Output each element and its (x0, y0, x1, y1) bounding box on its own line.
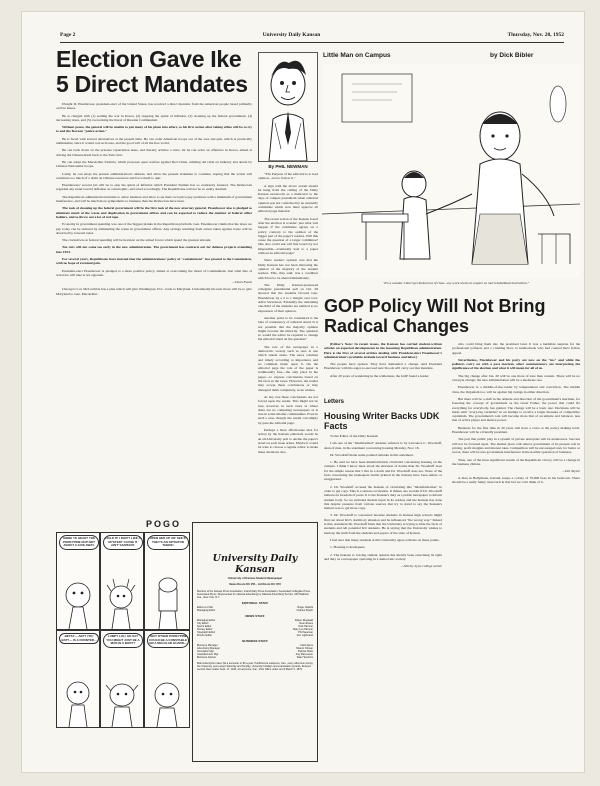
cartoon-caption: "It's a wonder I don't get kicked out of class—my work seems to require so much individual instruction." (382, 281, 530, 285)
speech-bubble: HIBBE YE HEAR? THE PORKYPINE NUP NOT ABOUT A GIVE AWAY. (59, 535, 99, 550)
staff-name: Charles Roach (296, 608, 313, 612)
pogo-character-drawing (57, 631, 99, 727)
staff-name: Mary Lou Harmon (292, 627, 313, 631)
page-number: Page 2 (60, 32, 76, 38)
main-paragraph: Without peace, the general will be unable to put many of his plans into effect, so his first action after taking office will be to try to end the Korean "police action." (56, 125, 252, 134)
pogo-panel-1 (56, 532, 100, 630)
gop-paragraph: The big change after Jan. 20 will be one more of tone than content. There will be no old-style change: the new administration will be a moderate one. (452, 373, 580, 383)
caricature-drawing (259, 53, 317, 161)
news-staff-heading: NEWS STAFF (245, 613, 265, 618)
letter-paragraph: To the Editor of the Daily Kansan: (330, 434, 379, 438)
main-paragraph: For several years, Republicans have insisted that the administrations' policy of "containment" lost ground to the Communists, with no hope of eventual gain. (56, 257, 252, 266)
staff-title: City Editor (197, 621, 209, 625)
staff-title: Sports Editor (197, 624, 212, 628)
gop-paragraph: who could bring them into the promised land. It was a landslide surprise for the professional pollsters and a crushing blow to intellectuals who had courted Ike's fellow appeal. (452, 342, 580, 355)
cartoon-strip-label: Little Man on Campus (323, 52, 391, 59)
staff-name: Kay Marcusson (295, 652, 313, 656)
staff-title: Circulation Mgr. (197, 649, 215, 653)
pogo-title: POGO (146, 519, 182, 529)
cartoon-drawing (322, 64, 580, 278)
staff-title: Society Editor (197, 627, 213, 631)
letter-paragraph: 2. Dr. Woodruff accused the Kansan of circulating this "misinformation" in order to get copy. This is a serious accusation. It makes one wonder if Dr. Woodruff believes in freedom of press. It is the Kansan's duty as a public newspaper to inform student body. So we included student input in its readers and the Kansan has done this despite pressure from various sources that try to stand to say the Kansan's matters was to get more copy. (324, 484, 442, 511)
business-staff-heading: BUSINESS STAFF (242, 638, 268, 643)
masthead-tagline: University of Kansas Student Newspaper (227, 576, 283, 580)
letter-paragraph: I feel sure that many students at this University agree with me on these points. (330, 537, 440, 542)
staff-name: Dale Heinrichs (296, 655, 313, 659)
main-paragraph: He can back down on the prisoner repatriation issue, and thereby achieve a truce. Or he can order an offensive in Korea, aimed at driving the Chinese Reds back to the Yalu river. (56, 148, 252, 157)
staff-row (197, 609, 313, 612)
speech-bubble: OPEN HER UP AN' SEE IF THEY'S AN OP'RATOR THERE! (147, 535, 189, 550)
column-byline: By PHIL NEWMAN (268, 164, 308, 169)
letters-section-label: Letters (324, 399, 345, 405)
main-paragraph: Dwight D. Eisenhower, president-elect of the United States, has received a direct mandate from the American people based primarily on five issues. (56, 102, 252, 111)
staff-row (197, 656, 313, 659)
masthead-members: Member of the Kansas Press Association, Inland Daily Press Association, Associated Collegiate Press, Associated Press. Represented for national advertising by National Advertising Service, 420 Madison Ave., New York, N.Y. (197, 589, 311, 599)
main-paragraph: Tax cuts will not come too early in the new administration. The government has contracts out for defense projects extending into 1954. (56, 245, 252, 254)
letters-body (324, 434, 442, 768)
paper-name: University Daily Kansan (262, 32, 321, 38)
gop-paragraph: Nevertheless, Eisenhower and his party are now on the "ins" and while the pollsters carry on with a post mortem, other commentators are interpreting the significance of the election and what it will mean for all of us. (452, 357, 580, 371)
gop-paragraph: The part that public play in a system of private enterprise will be understood. Success will not be frowned upon. The market place will relieve government of its present role in pricing, profit margins and interest rates. Competition will be encouraged and, for better or worse, there will be less government interference in the normal operation of business. (452, 437, 580, 455)
main-paragraph: Economy in government spending was one of the biggest planks in the Republican platform. Gen. Eisenhower claims that the taxes we pay today can be reduced by eliminating the waste in government offices. Any savings resulting from action taken against waste will be absorbed by lowered taxes. (56, 222, 252, 235)
column-paragraph: A sign with the above axiom should be hung from the ceiling of the Daily Kansan newsroom as a memorial to the days of campus journalism when editorial opinion was not controlled by an unwieldy committee which now must approve all editorial page material. (258, 183, 318, 214)
main-paragraph: He is faced with several alternatives at the present time. He can order American troops out of the area and quit, which is practically unthinkable, since it would cost us Korea, and the good will of all the free world. (56, 136, 252, 146)
staff-row (197, 634, 313, 637)
subscription-note: Mail subscription rates: $2 a semester or $3 a year. Published at Lawrence, Kan., every afternoon during the University year except Saturday and Sunday, University holidays and examination periods. Entered second class matter Sept. 17, 1910, at Lawrence, Kan., Post Office under act of March 3, 1879. (197, 661, 313, 671)
main-paragraph: Lastly, he can adopt the present administration's attitude, and allow the present stalemate to continue, hoping that the action will constitute too much of a drain on Chinese resources and force them to quit. (56, 171, 252, 180)
main-paragraph: The crackdown on federal spending will be heaviest on the armed forces which spend the greatest amount. (62, 238, 212, 243)
masthead-phones: News Room KU 251 · Ad Room KU 373 (229, 582, 281, 587)
staff-name: Sharon Ottman (296, 646, 313, 650)
staff-name: Dick Harmon (298, 624, 313, 628)
main-paragraph: He is charged with (1) settling the war in Korea, (2) stopping the spiral of inflation, (3) cleaning up the federal government, (4) decreasing taxes, and (5) overcoming the threat of Russian Communism. (56, 113, 252, 122)
issue-date: Thursday, Nov. 20, 1952 (507, 32, 564, 38)
letters-headline: Housing Writer Backs UDK Facts (324, 411, 440, 431)
staff-name: Patricia Shaw (297, 649, 313, 653)
staff-title: Business Adviser (197, 655, 217, 659)
gop-paragraph: Eisenhower is a middle-of-the-roader by temperament and conviction. The middle class, the Organism too, will be against big swings in either direction. (452, 385, 580, 394)
main-paragraph: The task of cleaning up the federal government will be the first task of the new attorney general. Eisenhower also is pledged to eliminate much of the waste and duplication in government offices and can be expected to reduce the number of federal office holders, and to throw out a lot of red tape. (56, 206, 252, 219)
gop-paragraph: But there will be a shift in the attitude and direction of the government's machine, for fostering the concept of government as the Great Father, the power that could fix everything for everybody, has guided. The change will be a basic one: Decisions will be made with "every-big variables" in an attempt to receive a larger measure of competitive capitalism. The government's role will become more that of an umpire and balancer, less that of active player and motive power. (452, 396, 580, 423)
gop-article-col2 (452, 342, 580, 767)
gop-signature: —Del Taylor (561, 469, 580, 474)
main-paragraph: President-elect Eisenhower is pledged to a more positive policy, aimed at overcoming the threat of Communism. Just what line of action he will take is not apparent. (56, 268, 252, 277)
column-paragraph: The Daily Kansan-sponsored collegiate presidential poll on Oct. 28 showed that the students favored Gen. Eisenhower by a 2 to 1 margin over Gov. Adlai Stevenson. Evidently the remaining one-third of the students are entitled to no expression of their opinion. (258, 282, 318, 313)
column-paragraph: Another point to be considered is the idea of consistency of editorial stand. Is it not possible that the majority opinion might become the minority. The question is, would the editor be required to change his editorial stand on the question? (258, 315, 318, 342)
speech-bubble: HOLD IT! I DON'T LIKE A MYSTERY CAUSE IT AIN'T SANITARY. (103, 535, 143, 550)
gop-paragraph: Thus, one of the most significant results of the Republican victory will be a change in the business climate. (452, 457, 580, 466)
speech-bubble: THAT OTHER PORKYPINE COULD BE A CONSTABLE OR A REGULAR GUARD— (147, 633, 189, 648)
column-paragraph: "The Purpose of the editorial is to lead opinion—not to follow it." (258, 172, 318, 181)
main-headline: Election Gave Ike 5 Direct Mandates (56, 46, 248, 97)
staff-title: Picture Editor (197, 633, 213, 637)
gop-paragraph: (Editor's Note: In recent issues, the Kansan has carried student-written articles on expected developments in the incoming Republican administration. Here is the first of several articles dealing with President-elect Eisenhower's administration's probable attitude toward business and labor.) (324, 342, 442, 359)
letter-paragraph: I am one of the "misinformed" students referred to by Lawrence C. Woodruff, dean of men, in his statement concerning housing Monday, Nov. 18. (324, 441, 442, 450)
staff-title: Managing Editor (197, 618, 216, 622)
staff-name: Phil Newman (298, 630, 313, 634)
pogo-panel-3 (144, 532, 190, 630)
phil-newman-column (258, 162, 318, 517)
staff-name: Roger Vankirk (297, 605, 313, 609)
main-signature: —Dean Evans (231, 280, 252, 285)
staff-name: Clark Akers (300, 643, 313, 647)
gop-paragraph: The people have spoken. They have demanded a change. And President Eisenhower with his eager-to-succeed new bloods will carry out that mandate. (324, 362, 442, 371)
gop-paragraph: Business for the first time in 20 years will have a voice at the policy making level. Eisenhower will be a friendly president. (452, 425, 580, 435)
staff-name: Dean Evans (299, 621, 313, 625)
staff-name: Eileen Ringwald (295, 618, 313, 622)
editorial-staff-heading: EDITORIAL STAFF (241, 600, 269, 605)
page-header (60, 32, 564, 43)
main-paragraph: The Republican administration intends to allow business and labor to set their own price-pay positions with a minimum of government interference, and will be much more sympathetic to business than the Democrats have been. (56, 194, 252, 204)
main-paragraph: He can adopt the MacArthur formula, which proposes open warfare against Red China, utilizing aid raids on industry and attack by Chinese Nationalist troops. (56, 159, 252, 169)
phil-newman-caricature (258, 52, 318, 162)
letter-paragraph: 2. The Kansan is voicing student opinion has merely been exercising its right and duty as a newspaper operating in a democratic society. (324, 552, 442, 561)
main-paragraph: Chicago's Col. McCormick has a plan which will give Washington, D.C., back to Maryland. Undoubtedly his next move will be to give Maryland to Gen. MacArthur. (56, 287, 252, 296)
column-paragraph: Perhaps a more affectionate idea for action by the Kansan editorials would be an all-University poll to decide the paper's stand on each issue arises. Maybe it would be wise to choose a regular editor to make these decisions also. (258, 428, 318, 454)
pogo-panel-6 (144, 630, 190, 728)
speech-bubble: LUMPY LOU, HE SAY YOU MIGHT JUST BE A MAN IN A BODY? (103, 633, 143, 648)
cartoon-artist-label: by Dick Bibler (490, 52, 534, 59)
staff-title: Classified Adv. Mgr. (197, 652, 219, 656)
staff-name: Ken Lighbrand (296, 633, 313, 637)
masthead-logo: University Daily Kansan (212, 553, 298, 575)
gop-article-col1 (324, 342, 442, 398)
pogo-panel-5 (100, 630, 144, 728)
letter-paragraph: 1. He said we have been misinformation circulated concerning housing on the campus. I think I know most about the situation of dorms than Dr. Woodruff does for the simple reason that I live in a dorm and Dr. Woodruff does not. None of the facts concerning the inadequate dorms printed in the Kansan have been untrue or exaggerated. (324, 460, 442, 482)
column-paragraph: The recent action of the Kansan board after the election is wonder: just what will happen if the committee agrees on a policy contrary to the opinion of the bigger part of the paper's readers. Will this cause the question of a larger committee? One also could ask will this board try not impossible—eventually lead to a paper without an editorial page? (258, 216, 318, 256)
newspaper-page (22, 12, 584, 772)
gop-paragraph: After 20 years of wandering in the wilderness, the GOP found a leader (330, 373, 429, 378)
column-paragraph: The role of the newspaper in a democratic society such as ours is one which stands alone. The news columns and timely according to importance and no comment made upon it. On the editorial page the role of the paper is traditionally free—the only place in the paper—to express conclusions based on the facts in the news. However, the reader may accept these conclusions or may disregard them completely, as he wishes. (258, 344, 318, 392)
pogo-panel-4 (56, 630, 100, 728)
main-article-body (56, 102, 252, 512)
little-man-cartoon (322, 64, 580, 278)
staff-title: Business Manager (197, 643, 218, 647)
letter-paragraph: 3. Dr. Woodruff is concerned because students in Kansas high schools might find out about KU's dormitory situation and be influenced "the wrong way." Indeed is this, statement Dr. Woodruff hints that the University is trying to hide the facts of students and tell potential KU students. He is saying that the University wishes to hush up the truth from the students and payers of the state of Kansas. (324, 513, 442, 535)
gop-headline: GOP Policy Will Not Bring Radical Changes (324, 296, 546, 336)
staff-title: Editor-in-Chief (197, 605, 213, 609)
main-paragraph: Eisenhowers' second job will be to stop the spiral of inflation which President Truman has so cautiously fostered. The Democrats regarded any trend toward deflation as catastrophic, and acted accordingly. The Republicans will not be so easily alarmed. (56, 183, 252, 192)
pogo-panel-2 (100, 532, 144, 630)
filler-item: A man in Ballymena, Ireland, keeps a colony of 70,000 bees in his bedroom. There should be a really funny wisecrack in that but we can't think of it. (452, 476, 580, 485)
staff-title: Managing Editor (197, 608, 216, 612)
letter-signature: —Shirley Lyon college senior (400, 564, 442, 569)
staff-title: Advertising Manager (197, 646, 220, 650)
masthead-box (192, 522, 318, 762)
letter-paragraph: 1. Housing is inadequate. (330, 545, 366, 550)
column-paragraph: Since readers' opinion was that the Daily Kansan has not been mirroring the opinion of the majority of the student readers. This, they said, was a condition which had to be altered immediately. (258, 258, 318, 280)
speech-bubble: BETSY— AIN'T YOU BAT?— IS A FRONTER... (59, 633, 99, 644)
column-paragraph: At any rate these conclusions are not forced upon the reader. This might not be true, however, in such cases as where there are no competing newspapers as is true in some smaller communities. Even in such a case, though, the reader can simply by-pass the editorial page. (258, 394, 318, 425)
staff-title: Telegraph Editor (197, 630, 216, 634)
letter-paragraph: Dr. Woodruff made some pointed remarks in this statement. (330, 452, 414, 457)
